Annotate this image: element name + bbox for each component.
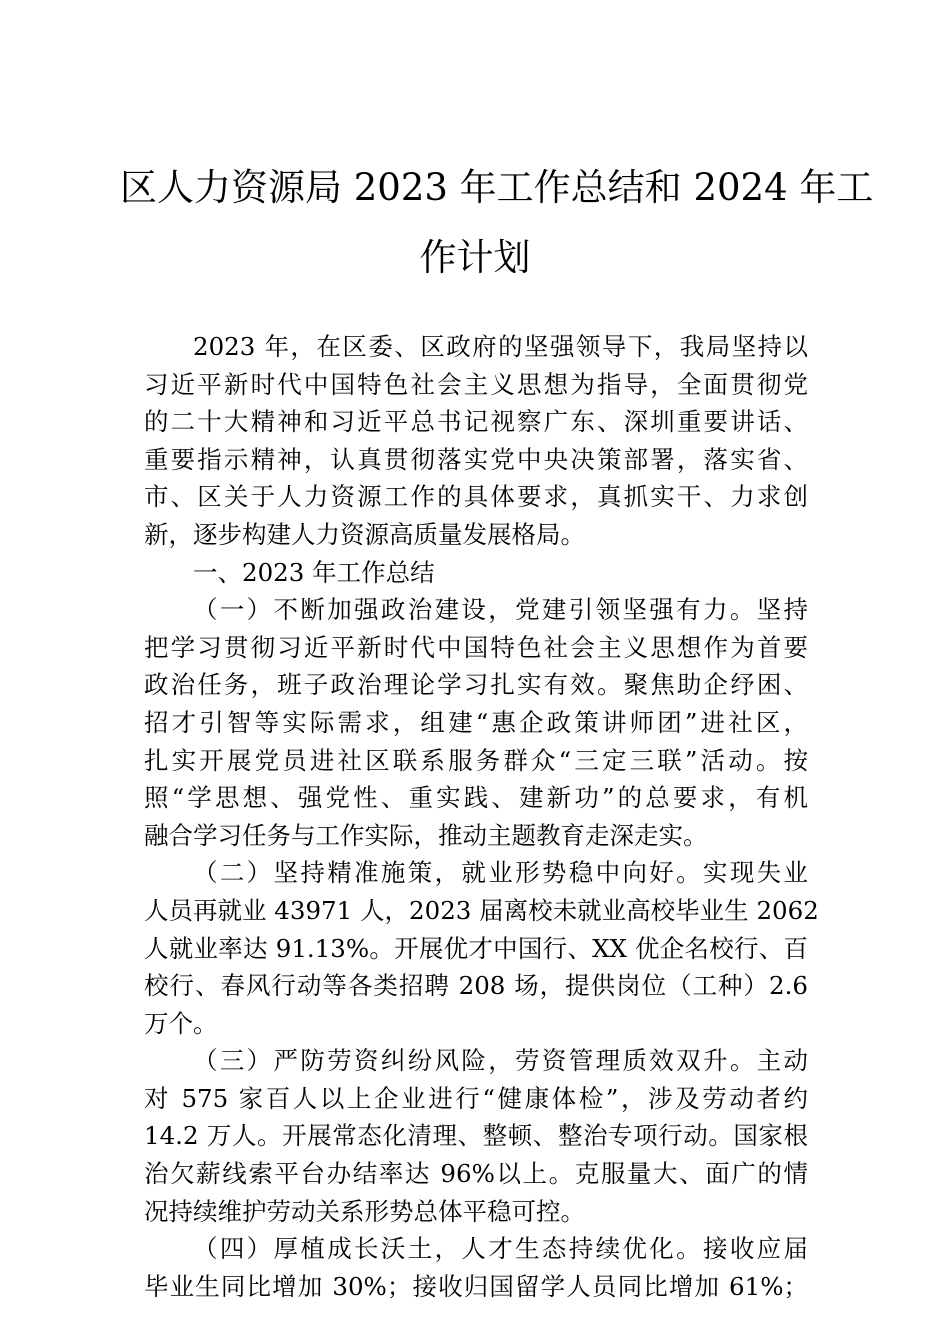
body-line: 招才引智等实际需求，组建“惠企政策讲师团”进社区， (144, 707, 808, 737)
body-line: （一）不断加强政治建设，党建引领坚强有力。坚持 (193, 595, 808, 625)
body-line: 人员再就业 43971 人，2023 届离校未就业高校毕业生 2062 (144, 895, 819, 925)
body-line: 14.2 万人。开展常态化清理、整顿、整治专项行动。国家根 (144, 1121, 808, 1151)
body-line: 万个。 (144, 1008, 218, 1038)
body-line: 习近平新时代中国特色社会主义思想为指导，全面贯彻党 (144, 369, 808, 399)
section-heading: 一、2023 年工作总结 (193, 557, 435, 587)
document-title-line-2: 作计划 (419, 236, 531, 279)
body-line: 的二十大精神和习近平总书记视察广东、深圳重要讲话、 (144, 407, 808, 437)
body-line: 政治任务，班子政治理论学习扎实有效。聚焦助企纾困、 (144, 670, 808, 700)
body-line: 人就业率达 91.13%。开展优才中国行、XX 优企名校行、百 (144, 933, 808, 963)
body-line: 毕业生同比增加 30%；接收归国留学人员同比增加 61%； (144, 1271, 808, 1301)
body-line: （四）厚植成长沃土，人才生态持续优化。接收应届 (193, 1234, 808, 1264)
body-line: 对 575 家百人以上企业进行“健康体检”，涉及劳动者约 (144, 1083, 808, 1113)
body-line: 治欠薪线索平台办结率达 96%以上。克服量大、面广的情 (144, 1159, 808, 1189)
body-line: 新，逐步构建人力资源高质量发展格局。 (144, 519, 585, 549)
body-line: 况持续维护劳动关系形势总体平稳可控。 (144, 1196, 585, 1226)
document-title-line-1: 区人力资源局 2023 年工作总结和 2024 年工 (120, 166, 874, 209)
body-line: 校行、春风行动等各类招聘 208 场，提供岗位（工种）2.6 (144, 971, 808, 1001)
document-body (144, 328, 819, 1305)
body-line: 照“学思想、强党性、重实践、建新功”的总要求，有机 (144, 783, 808, 813)
body-line: 2023 年，在区委、区政府的坚强领导下，我局坚持以 (193, 332, 808, 361)
body-line: 市、区关于人力资源工作的具体要求，真抓实干、力求创 (144, 482, 808, 512)
body-line: 扎实开展党员进社区联系服务群众“三定三联”活动。按 (144, 745, 808, 775)
body-line: 重要指示精神，认真贯彻落实党中央决策部署，落实省、 (144, 444, 808, 474)
body-line: 融合学习任务与工作实际，推动主题教育走深走实。 (144, 820, 708, 850)
body-line: （三）严防劳资纠纷风险，劳资管理质效双升。主动 (193, 1046, 808, 1076)
body-line: （二）坚持精准施策，就业形势稳中向好。实现失业 (193, 858, 808, 888)
body-line: 把学习贯彻习近平新时代中国特色社会主义思想作为首要 (144, 632, 808, 662)
